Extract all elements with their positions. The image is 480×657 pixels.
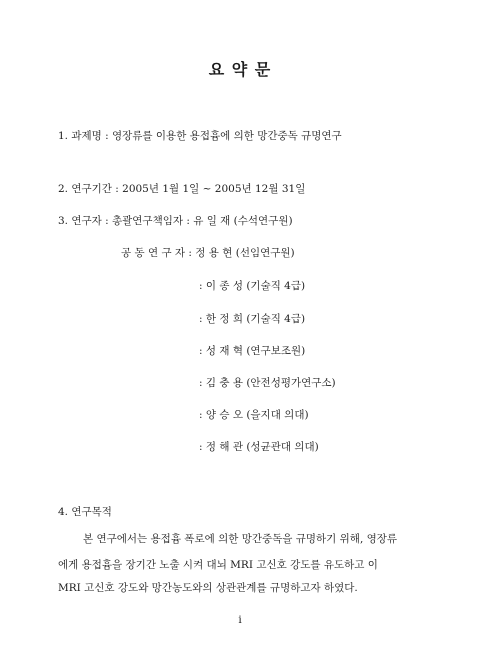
research-period: 2. 연구기간 : 2005년 1월 1일 ~ 2005년 12월 31일 [58, 183, 306, 195]
section-heading: 4. 연구목적 [58, 506, 112, 518]
co-researcher-line: 공 동 연 구 자 : 정 용 현 (선임연구원) [121, 247, 295, 259]
body-paragraph-line: MRI 고신호 강도와 망간농도와의 상관관계를 규명하고자 하였다. [58, 582, 358, 594]
co-researcher-line: : 성 재 혁 (연구보조원) [199, 345, 306, 357]
page-title: 요 약 문 [208, 60, 272, 79]
co-researcher-line: : 양 승 오 (을지대 의대) [199, 409, 309, 421]
co-researcher-line: : 김 충 용 (안전성평가연구소) [199, 377, 336, 389]
body-paragraph-line: 에게 용접흄을 장기간 노출 시켜 대뇌 MRI 고신호 강도를 유도하고 이 [58, 559, 378, 571]
co-researcher-line: : 한 정 희 (기술직 4급) [199, 313, 306, 325]
project-title: 1. 과제명 : 영장류를 이용한 용접흄에 의한 망간중독 규명연구 [58, 130, 342, 142]
principal-researcher: 3. 연구자 : 총괄연구책임자 : 유 일 재 (수석연구원) [58, 215, 293, 227]
co-researcher-line: : 정 해 관 (성균관대 의대) [199, 441, 319, 453]
body-paragraph-line: 본 연구에서는 용접흄 폭로에 의한 망간중독을 규명하기 위해, 영장류 [83, 533, 398, 545]
page-number: i [238, 614, 242, 626]
co-researcher-line: : 이 종 성 (기술직 4급) [199, 280, 306, 292]
